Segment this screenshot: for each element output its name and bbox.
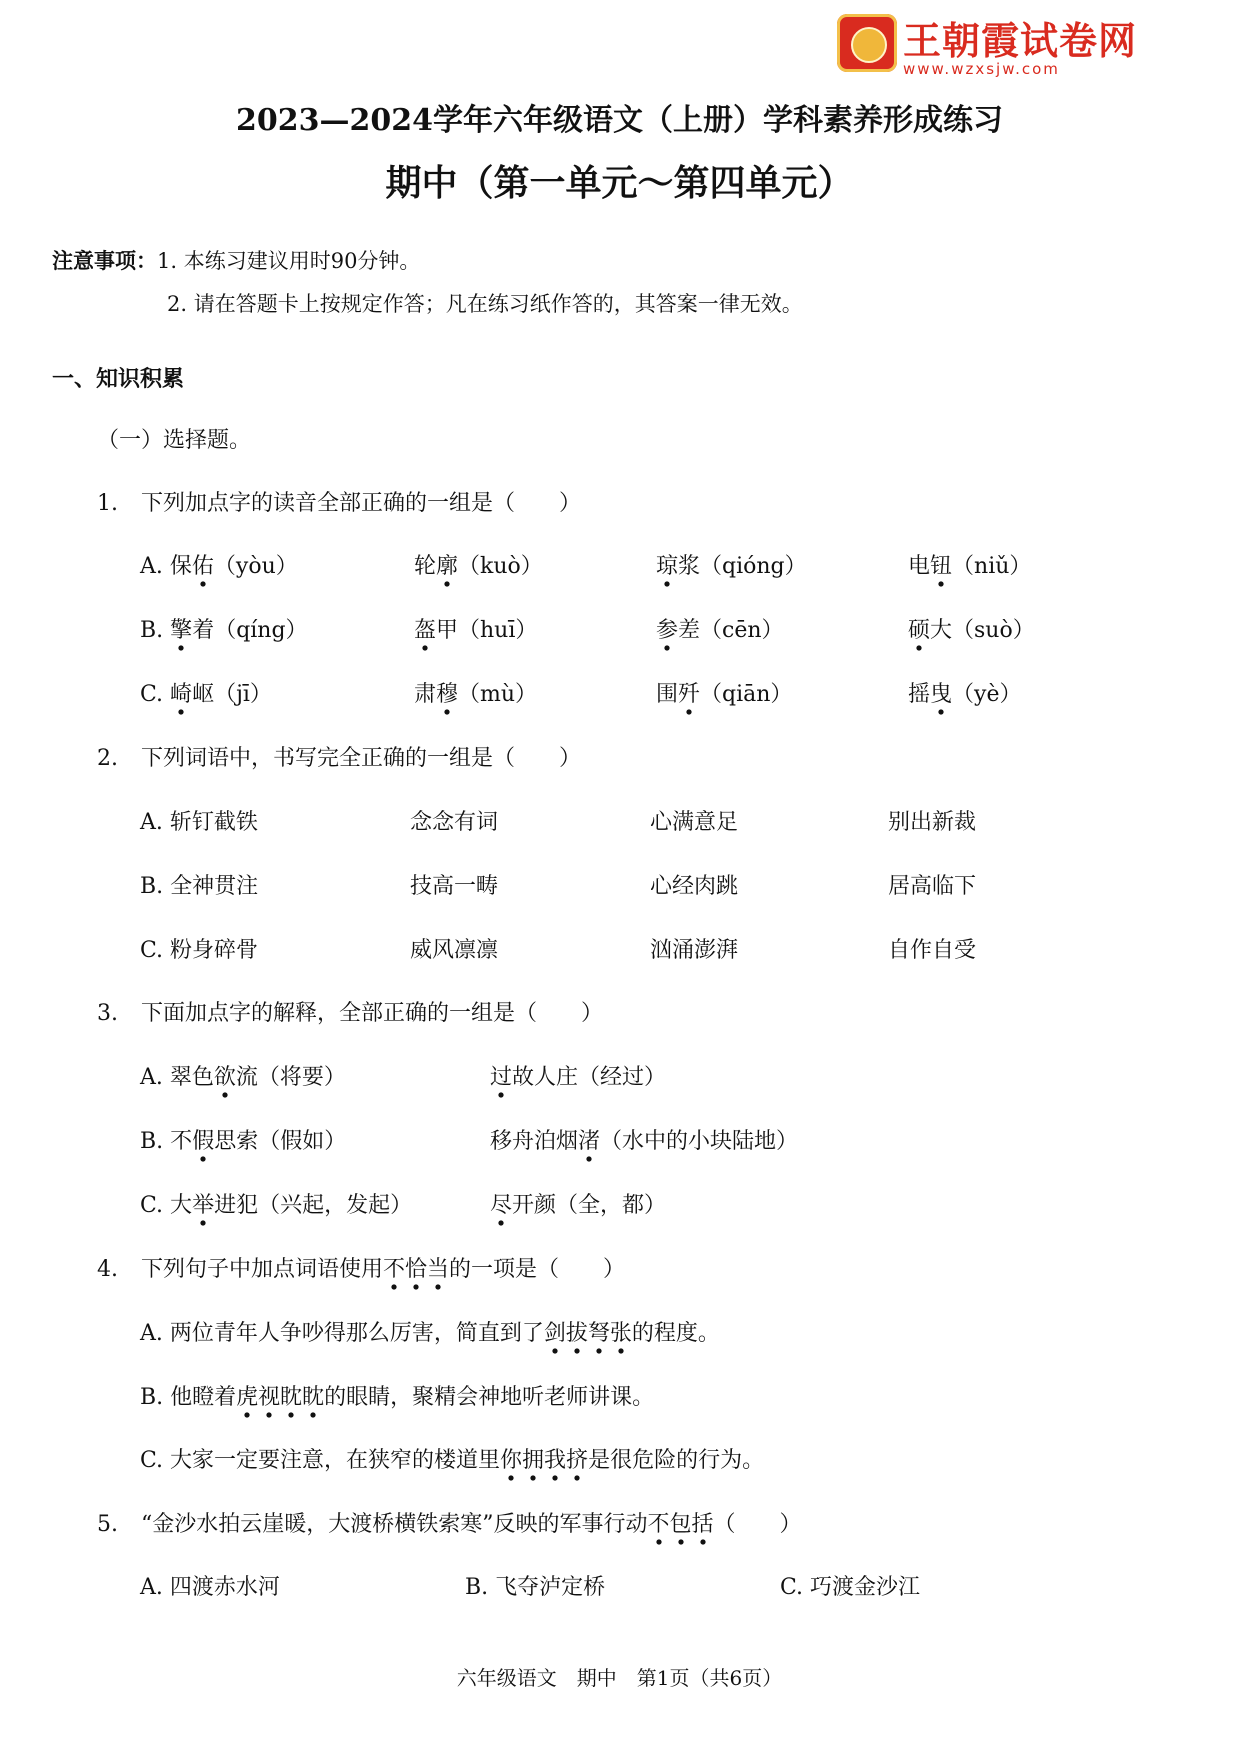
question-number: 4. [97,1257,118,1282]
q3-option-b2: 移舟泊烟渚（水中的小块陆地） [490,1124,798,1155]
q2-option-a1: A. 斩钉截铁 [140,810,258,835]
q2-option-b2: 技高一畴 [410,874,499,899]
question-2 [97,741,581,772]
note-item-1: 1. 本练习建议用时90分钟。 [157,249,421,273]
q1-option-b3: 参差（cēn） [656,613,784,644]
q2-option-c3: 汹涌澎湃 [650,938,739,963]
q1-option-b1: B. 擎着（qíng） [140,613,308,644]
q1-option-a4: 电钮（niǔ） [908,549,1031,580]
question-stem: 下列词语中，书写完全正确的一组是（ ） [141,746,582,771]
q1-option-c1: C. 崎岖（jī） [140,677,272,708]
question-stem: “金沙水拍云崖暖，大渡桥横铁索寒”反映的军事行动不包括（ ） [141,1512,802,1537]
subsection-title: （一）选择题。 [97,428,252,453]
notes-label: 注意事项： [52,248,157,273]
section-title: 一、知识积累 [52,366,185,392]
logo-url: www.wzxsjw.com [903,60,1060,78]
question-number: 5. [97,1512,118,1537]
q1-option-c4: 摇曳（yè） [908,677,1021,708]
q1-option-b2: 盔甲（huī） [414,613,537,644]
q2-option-a3: 心满意足 [650,810,739,835]
q2-option-b4: 居高临下 [888,874,977,899]
q3-option-c2: 尽开颜（全，都） [490,1188,666,1219]
question-4 [97,1252,625,1283]
question-stem: 下列句子中加点词语使用不恰当的一项是（ ） [141,1257,625,1282]
question-stem: 下面加点字的解释，全部正确的一组是（ ） [141,1001,604,1026]
question-1 [97,486,581,517]
question-number: 1. [97,491,118,516]
q1-option-a1: A. 保佑（yòu） [140,549,298,580]
notes-line-1 [52,245,420,275]
q2-option-a4: 别出新裁 [888,810,977,835]
q3-option-b1: B. 不假思索（假如） [140,1124,346,1155]
question-number: 2. [97,746,118,771]
q1-option-a3: 琼浆（qióng） [656,549,807,580]
site-logo [837,10,1137,78]
q2-option-c4: 自作自受 [888,938,977,963]
logo-text: 王朝霞试卷网 [903,19,1138,63]
q2-option-a2: 念念有词 [410,810,499,835]
page-footer: 六年级语文 期中 第1页（共6页） [456,1666,783,1690]
exam-subtitle: 期中（第一单元～第四单元） [385,162,854,204]
q5-option-b: B. 飞夺泸定桥 [465,1575,606,1600]
q2-option-b1: B. 全神贯注 [140,874,259,899]
q1-option-a2: 轮廓（kuò） [414,549,543,580]
q1-option-b4: 硕大（suò） [908,613,1035,644]
question-5 [97,1507,802,1538]
question-number: 3. [97,1001,118,1026]
q3-option-c1: C. 大举进犯（兴起，发起） [140,1188,412,1219]
q2-option-b3: 心经肉跳 [650,874,739,899]
q5-option-c: C. 巧渡金沙江 [780,1575,921,1600]
q2-option-c1: C. 粉身碎骨 [140,938,259,963]
q2-option-c2: 威风凛凛 [410,938,499,963]
q5-option-a: A. 四渡赤水河 [140,1575,280,1600]
note-item-2: 2. 请在答题卡上按规定作答；凡在练习纸作答的，其答案一律无效。 [167,292,803,316]
question-stem: 下列加点字的读音全部正确的一组是（ ） [141,491,582,516]
q3-option-a1: A. 翠色欲流（将要） [140,1060,346,1091]
question-3 [97,996,603,1027]
logo-badge-icon [837,14,897,72]
q1-option-c2: 肃穆（mù） [414,677,537,708]
exam-title: 2023—2024学年六年级语文（上册）学科素养形成练习 [236,103,1003,138]
q1-option-c3: 围歼（qiān） [656,677,792,708]
q3-option-a2: 过故人庄（经过） [490,1060,666,1091]
q4-option-c: C. 大家一定要注意，在狭窄的楼道里你拥我挤是很危险的行为。 [140,1443,764,1474]
q4-option-b: B. 他瞪着虎视眈眈的眼睛，聚精会神地听老师讲课。 [140,1380,654,1411]
q4-option-a: A. 两位青年人争吵得那么厉害，简直到了剑拔弩张的程度。 [140,1316,720,1347]
